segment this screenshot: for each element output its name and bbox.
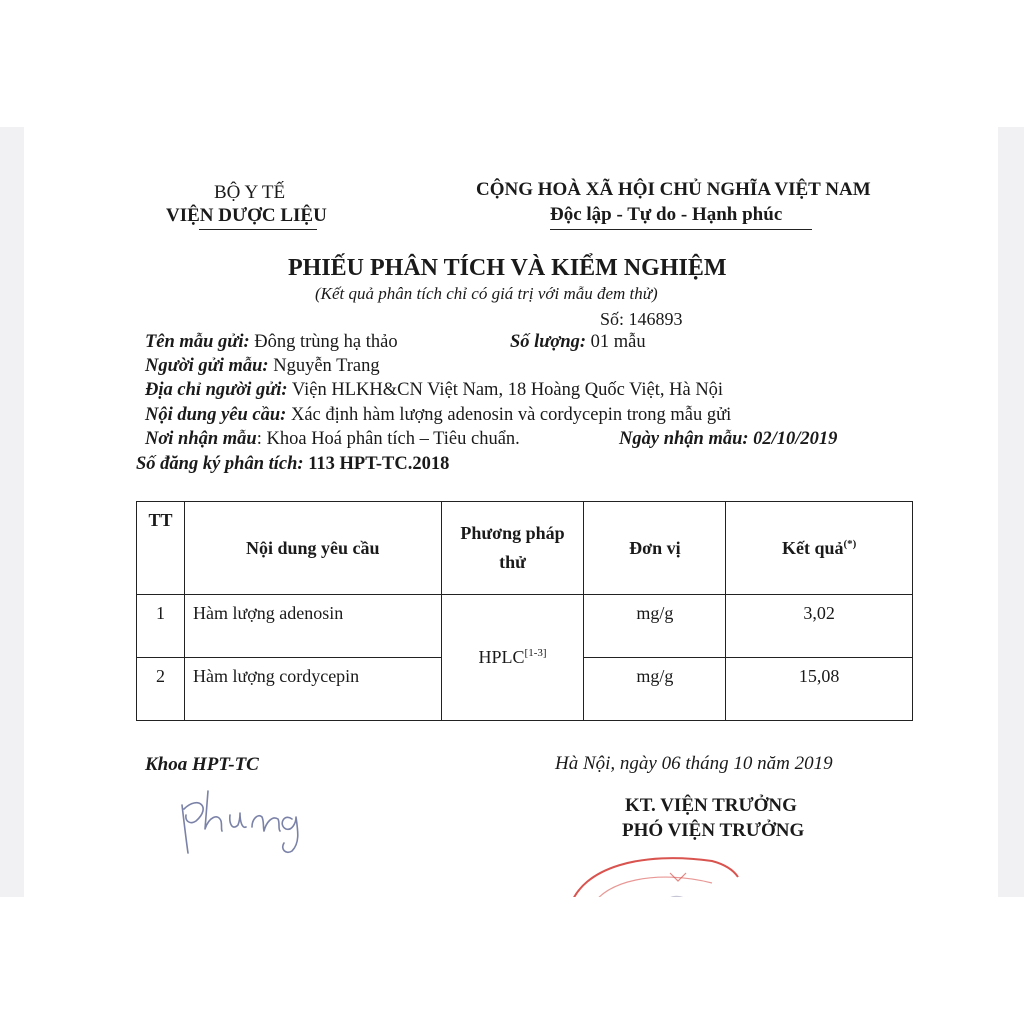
signing-date: Hà Nội, ngày 06 tháng 10 năm 2019	[555, 753, 833, 774]
method-cell	[441, 595, 584, 721]
table-row	[137, 595, 913, 658]
method-reference: [1-3]	[524, 647, 547, 659]
request-label: Nội dung yêu cầu:	[145, 405, 287, 425]
row-tt: 2	[137, 658, 185, 721]
header-result	[726, 502, 913, 595]
registration-label: Số đăng ký phân tích:	[136, 454, 304, 474]
republic-name: CỘNG HOÀ XÃ HỘI CHỦ NGHĨA VIỆT NAM	[476, 179, 871, 200]
result-table	[136, 501, 913, 721]
row-unit: mg/g	[584, 658, 726, 721]
header-result-label: Kết quả	[781, 537, 844, 558]
sender-value: Nguyễn Trang	[268, 356, 380, 376]
header-method	[441, 502, 584, 595]
header-method-line1: Phương pháp	[460, 523, 565, 543]
receiver-row	[145, 429, 520, 450]
serial-number: Số: 146893	[600, 309, 683, 329]
quantity-value: 01 mẫu	[586, 332, 646, 352]
document-sheet	[24, 127, 998, 897]
department-name: Khoa HPT-TC	[145, 754, 259, 775]
sample-name-value: Đông trùng hạ thảo	[249, 332, 398, 352]
sample-name-label: Tên mẫu gửi:	[145, 332, 250, 352]
row-content: Hàm lượng adenosin	[184, 595, 441, 658]
handwritten-signature	[174, 787, 344, 857]
header-content: Nội dung yêu cầu	[184, 502, 441, 595]
header-unit: Đơn vị	[584, 502, 726, 595]
header-tt: TT	[137, 502, 185, 595]
quantity-label: Số lượng:	[510, 332, 587, 352]
request-value: Xác định hàm lượng adenosin và cordycepin trong mẫu gửi	[286, 405, 732, 425]
signatory-title: KT. VIỆN TRƯỞNG	[625, 795, 797, 816]
row-result: 3,02	[726, 595, 913, 658]
row-tt: 1	[137, 595, 185, 658]
document-title: PHIẾU PHÂN TÍCH VÀ KIỂM NGHIỆM	[288, 255, 727, 281]
ministry-name: BỘ Y TẾ	[214, 182, 286, 203]
motto-underline	[550, 229, 812, 230]
quantity-row	[510, 332, 646, 353]
signatory-position: PHÓ VIỆN TRƯỞNG	[622, 820, 805, 841]
sender-label: Người gửi mẫu:	[145, 356, 269, 376]
sender-row	[145, 356, 380, 377]
receiver-value: : Khoa Hoá phân tích – Tiêu chuẩn.	[256, 429, 520, 449]
registration-row	[136, 454, 449, 475]
header-method-line2: thử	[499, 552, 526, 572]
red-seal	[562, 847, 742, 897]
received-date: Ngày nhận mẫu: 02/10/2019	[619, 429, 838, 449]
header-result-sup: (*)	[843, 537, 857, 550]
request-row	[145, 405, 731, 426]
address-row	[145, 380, 723, 401]
institute-name: VIỆN DƯỢC LIỆU	[166, 205, 327, 226]
national-motto: Độc lập - Tự do - Hạnh phúc	[550, 204, 783, 225]
receiver-label: Nơi nhận mẫu	[145, 429, 257, 449]
address-value: Viện HLKH&CN Việt Nam, 18 Hoàng Quốc Việt, Hà Nội	[287, 380, 724, 400]
row-result: 15,08	[726, 658, 913, 721]
address-label: Địa chỉ người gửi:	[145, 380, 288, 400]
row-content: Hàm lượng cordycepin	[184, 658, 441, 721]
row-unit: mg/g	[584, 595, 726, 658]
sample-name-row	[145, 332, 398, 353]
document-subtitle: (Kết quả phân tích chỉ có giá trị với mẫu đem thử)	[315, 284, 658, 303]
method-value: HPLC	[478, 647, 525, 667]
institute-underline	[199, 229, 317, 230]
table-header-row	[137, 502, 913, 595]
registration-value: 113 HPT-TC.2018	[303, 454, 450, 474]
